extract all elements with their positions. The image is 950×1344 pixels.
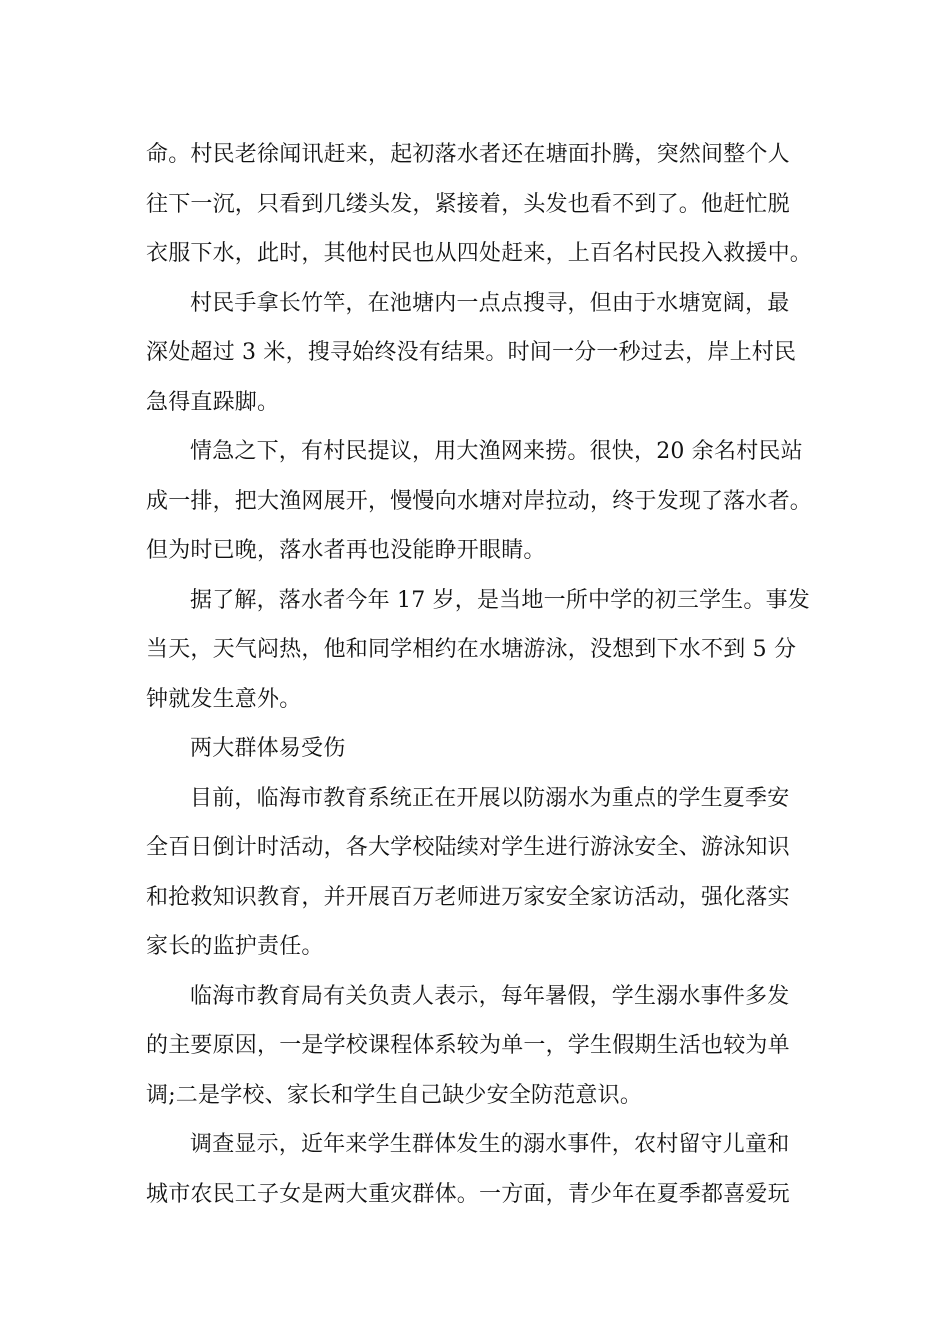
text-line: 往下一沉，只看到几缕头发，紧接着，头发也看不到了。他赶忙脱: [146, 191, 790, 217]
text-line: 但为时已晚，落水者再也没能睁开眼睛。: [146, 538, 546, 563]
text-line: 村民手拿长竹竿，在池塘内一点点搜寻，但由于水塘宽阔，最: [190, 290, 790, 316]
text-line: 和抢救知识教育，并开展百万老师进万家安全家访活动，强化落实: [146, 884, 790, 910]
text-line: 的主要原因，一是学校课程体系较为单一，学生假期生活也较为单: [146, 1033, 790, 1058]
text-line: 目前，临海市教育系统正在开展以防溺水为重点的学生夏季安: [190, 785, 790, 811]
text-line: 成一排，把大渔网展开，慢慢向水塘对岸拉动，终于发现了落水者。: [146, 488, 813, 514]
text-line: 深处超过 3 米，搜寻始终没有结果。时间一分一秒过去，岸上村民: [146, 340, 797, 365]
text-line: 城市农民工子女是两大重灾群体。一方面，青少年在夏季都喜爱玩: [146, 1181, 790, 1207]
text-line: 调;二是学校、家长和学生自己缺少安全防范意识。: [146, 1082, 643, 1108]
text-line: 情急之下，有村民提议，用大渔网来捞。很快，20 余名村民站: [190, 439, 803, 464]
text-line: 当天，天气闷热，他和同学相约在水塘游泳，没想到下水不到 5 分: [146, 637, 797, 662]
text-line: 衣服下水，此时，其他村民也从四处赶来，上百名村民投入救援中。: [146, 241, 813, 266]
text-line: 钟就发生意外。: [146, 686, 302, 712]
text-line: 全百日倒计时活动，各大学校陆续对学生进行游泳安全、游泳知识: [146, 835, 790, 860]
text-line: 家长的监护责任。: [146, 934, 324, 959]
text-line: 临海市教育局有关负责人表示，每年暑假，学生溺水事件多发: [190, 983, 790, 1009]
text-line: 据了解，落水者今年 17 岁，是当地一所中学的初三学生。事发: [190, 587, 810, 613]
text-line: 急得直跺脚。: [146, 389, 280, 415]
text-line: 命。村民老徐闻讯赶来，起初落水者还在塘面扑腾，突然间整个人: [146, 142, 790, 167]
text-line: 调查显示，近年来学生群体发生的溺水事件，农村留守儿童和: [190, 1132, 790, 1157]
document-body: [146, 130, 826, 1219]
section-heading: 两大群体易受伤: [190, 736, 346, 761]
